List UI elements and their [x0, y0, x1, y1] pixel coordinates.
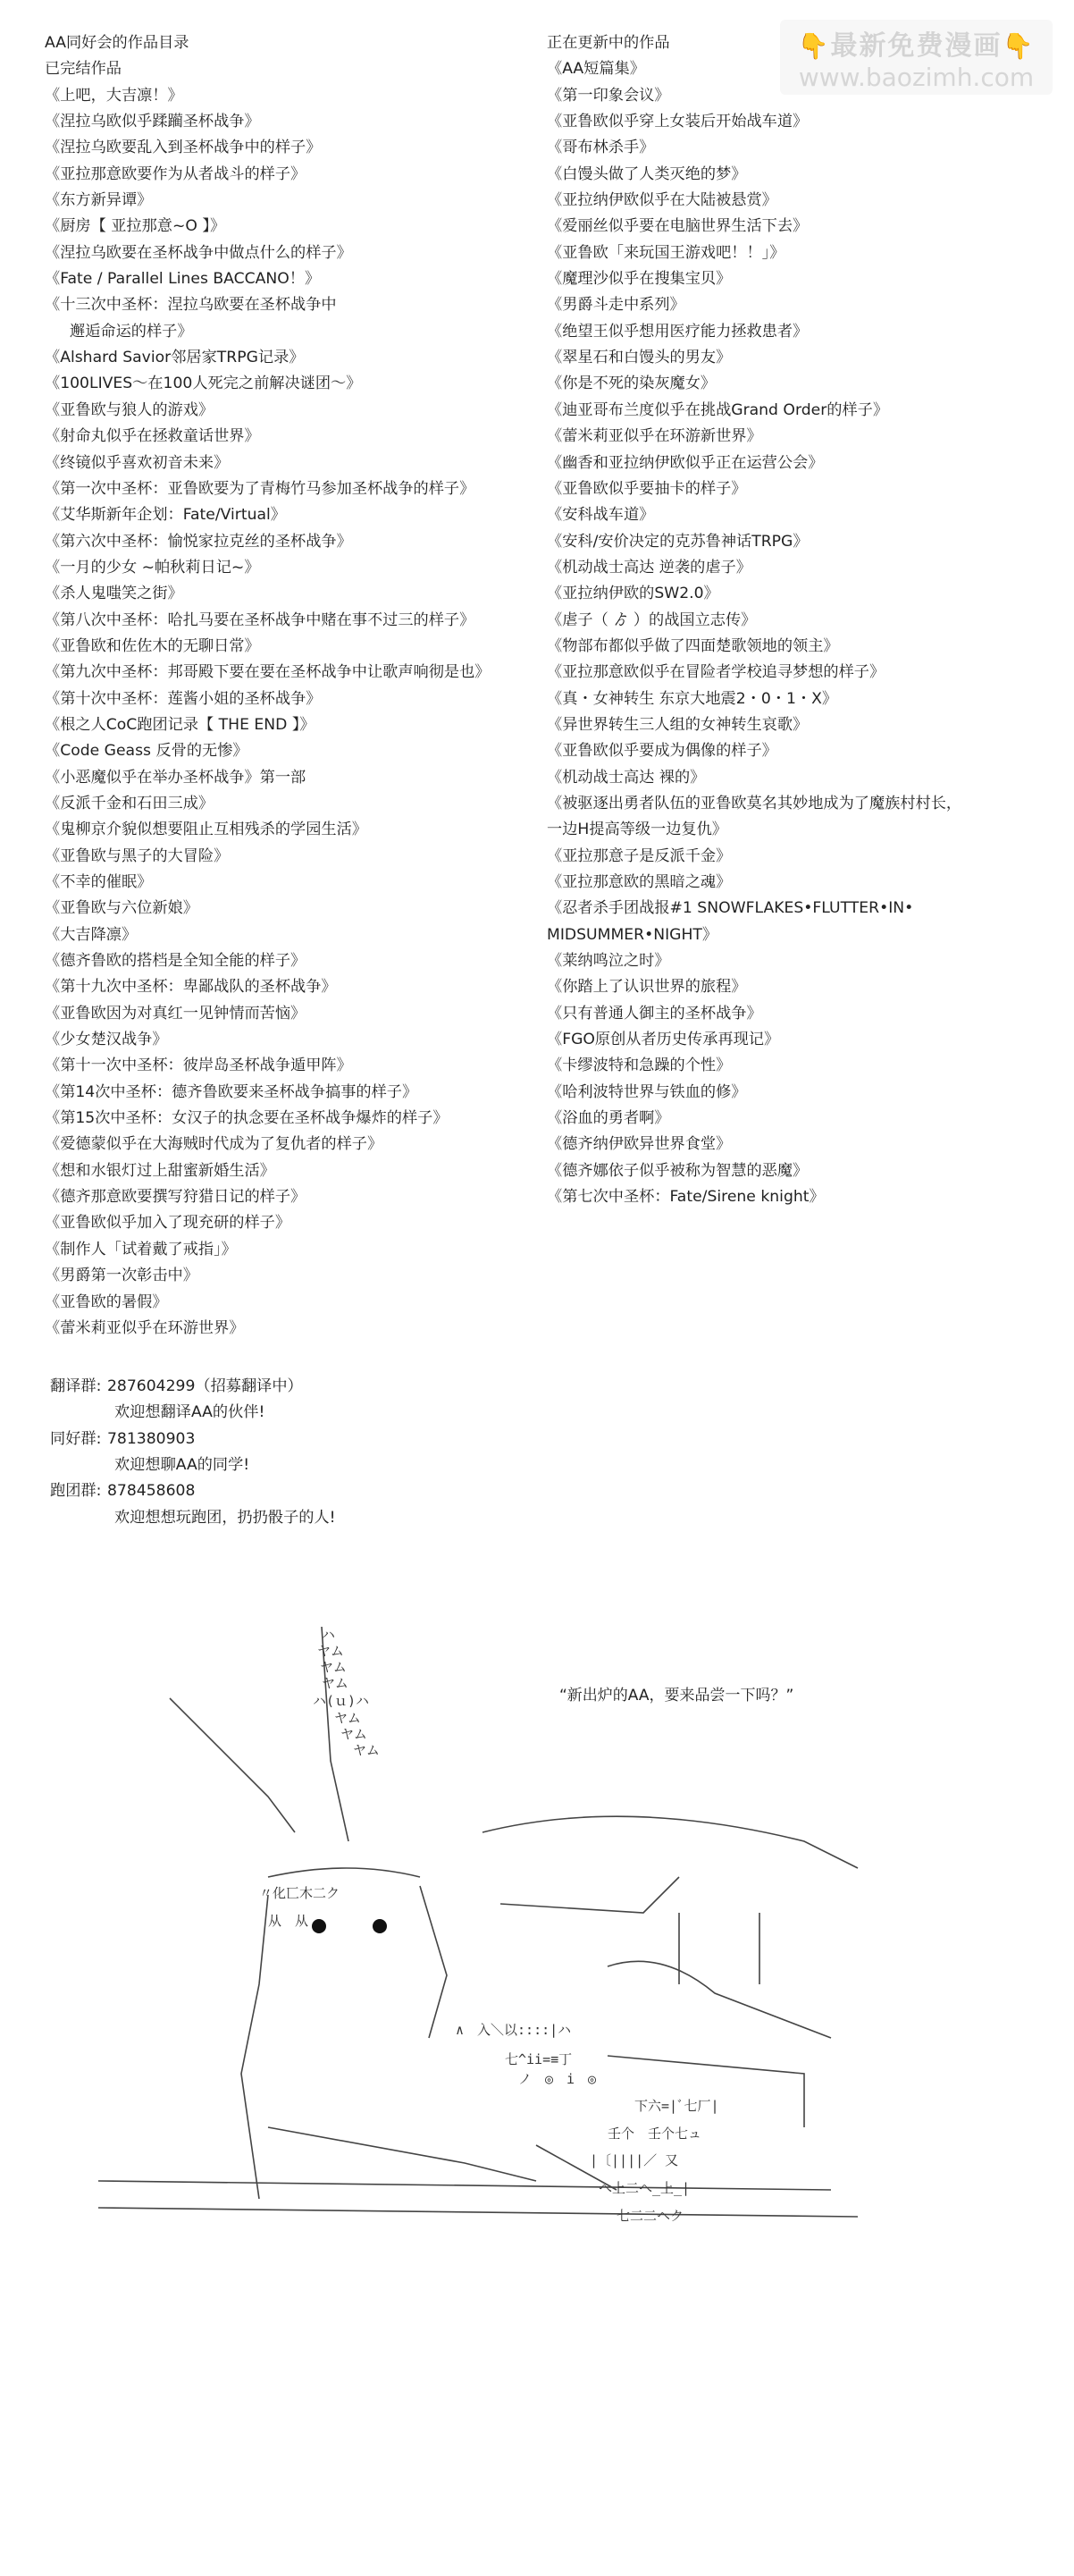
art-text-line: ヤム — [353, 1742, 380, 1758]
work-title: 《魔理沙似乎在搜集宝贝》 — [547, 270, 732, 289]
work-title: 《鬼柳京介貌似想要阻止互相残杀的学园生活》 — [45, 821, 367, 839]
art-text-line: 七^ii=≡丁 — [505, 2051, 573, 2067]
work-title: 《第15次中圣杯：女汉子的执念要在圣杯战争爆炸的样子》 — [45, 1109, 449, 1128]
art-text-line: ハ — [322, 1627, 336, 1643]
art-stroke — [268, 2127, 536, 2181]
work-title: 《想和水银灯过上甜蜜新婚生活》 — [45, 1161, 275, 1180]
work-title: 《莱纳鸣泣之时》 — [547, 952, 670, 971]
work-title: 《浴血的勇者啊》 — [547, 1109, 670, 1128]
art-text-line: 七二二ヘク — [617, 2208, 684, 2224]
group-label: 同好群: — [50, 1429, 102, 1448]
work-title: 《Fate / Parallel Lines BACCANO！》 — [45, 270, 321, 289]
work-title: 《被驱逐出勇者队伍的亚鲁欧莫名其妙地成为了魔族村村长， — [547, 794, 962, 812]
work-title: 《Alshard Savior邻居家TRPG记录》 — [45, 349, 305, 367]
work-title: 《亚鲁欧似乎要成为偶像的样子》 — [547, 742, 777, 761]
work-title: 《第八次中圣杯：哈扎马要在圣杯战争中赌在事不过三的样子》 — [45, 610, 475, 629]
work-title: 《东方新异谭》 — [45, 191, 153, 210]
work-title: 《射命丸似乎在拯救童话世界》 — [45, 427, 260, 446]
work-title: 《卡缪波特和急躁的个性》 — [547, 1056, 732, 1075]
art-stroke — [98, 2181, 831, 2190]
work-title: 《只有普通人御主的圣杯战争》 — [547, 1004, 762, 1023]
work-title: 《制作人「试着戴了戒指」》 — [45, 1240, 237, 1259]
group-note: 欢迎想翻译AA的伙伴! — [114, 1403, 265, 1422]
work-title: 《反派千金和石田三成》 — [45, 794, 214, 812]
work-title: 《100LIVES～在100人死完之前解决谜团～》 — [45, 375, 362, 393]
work-title: 《翠星石和白馒头的男友》 — [547, 349, 732, 367]
completed-works-column — [45, 30, 545, 1342]
work-title: 《亚拉那意欧的黑暗之魂》 — [547, 873, 732, 891]
art-speech-quote: “新出炉的AA，要来品尝一下吗？” — [559, 1687, 794, 1705]
art-stroke — [500, 1877, 679, 1913]
work-title: 《第十九次中圣杯：卑鄙战队的圣杯战争》 — [45, 978, 337, 997]
group-label: 跑团群: — [50, 1482, 102, 1501]
work-title: 《涅拉乌欧似乎蹂躏圣杯战争》 — [45, 113, 260, 131]
work-title: 《不幸的催眠》 — [45, 873, 153, 891]
work-title: 《亚鲁欧与狼人的游戏》 — [45, 400, 214, 419]
art-stroke — [482, 1816, 858, 1868]
work-title: 《男爵斗走中系列》 — [547, 296, 685, 315]
work-title: 《厨房【 亚拉那意~O 】》 — [45, 217, 226, 236]
art-text-line: ヤム — [320, 1659, 347, 1675]
art-text-line: ハ(ｕ)ハ — [313, 1693, 370, 1709]
work-title: 《亚鲁欧与黑子的大冒险》 — [45, 846, 230, 865]
work-title: 《爱丽丝似乎要在电脑世界生活下去》 — [547, 217, 809, 236]
art-text-line: ヤム — [334, 1710, 361, 1726]
group-label: 翻译群: — [50, 1377, 102, 1395]
group-number: 287604299（招募翻译中） — [107, 1377, 303, 1395]
art-stroke — [608, 1961, 831, 2038]
work-title: 《亚拉那意欧似乎在冒险者学校追寻梦想的样子》 — [547, 663, 885, 682]
work-title: 《亚鲁欧的暑假》 — [45, 1292, 168, 1311]
ongoing-heading: 正在更新中的作品 — [547, 34, 670, 52]
work-title: 《忍者杀手团战报#1 SNOWFLAKES•FLUTTER•IN• — [547, 899, 914, 918]
work-title: 《亚鲁欧因为对真红一见钟情而苦恼》 — [45, 1004, 306, 1023]
group-contacts — [50, 1374, 336, 1531]
work-title: 《涅拉乌欧要在圣杯战争中做点什么的样子》 — [45, 243, 352, 262]
work-title: 《大吉降凛》 — [45, 925, 138, 944]
work-title: 《爱德蒙似乎在大海贼时代成为了复仇者的样子》 — [45, 1135, 383, 1154]
work-title: 《亚鲁欧和佐佐木的无聊日常》 — [45, 636, 260, 655]
art-stroke — [268, 1868, 420, 1877]
work-title: 《德齐娜依子似乎被称为智慧的恶魔》 — [547, 1161, 809, 1180]
art-text-line: ヤム — [317, 1643, 344, 1659]
pointing-hand-icon: 👇 — [1002, 31, 1036, 61]
work-title: 《男爵第一次彰击中》 — [45, 1267, 198, 1285]
art-eye-left — [312, 1919, 326, 1933]
group-note: 欢迎想想玩跑团，扔扔骰子的人! — [114, 1508, 336, 1527]
catalog-heading: AA同好会的作品目录 — [45, 34, 189, 52]
completed-heading: 已完结作品 — [45, 60, 122, 79]
work-title: 《德齐那意欧要撰写狩猎日记的样子》 — [45, 1188, 306, 1207]
work-title: 《第十次中圣杯：莲酱小姐的圣杯战争》 — [45, 689, 322, 708]
work-title: 《绝望王似乎想用医疗能力拯救患者》 — [547, 322, 809, 341]
completed-works-list — [45, 83, 545, 1343]
art-stroke — [608, 2056, 804, 2127]
work-title: 《艾华斯新年企划：Fate/Virtual》 — [45, 506, 286, 525]
art-text-line: |〔||||／ 又 — [590, 2152, 679, 2168]
work-title: 《蕾米莉亚似乎在环游世界》 — [45, 1318, 245, 1337]
art-text-line: ヤム — [322, 1675, 348, 1691]
work-title: 《根之人CoC跑团记录【 THE END 】》 — [45, 715, 315, 734]
art-text-line: ∧ 入＼以::::|ハ — [456, 2022, 572, 2038]
work-title: 《上吧，大吉凛！》 — [45, 86, 183, 105]
work-title: 《安科/安价决定的克苏鲁神话TRPG》 — [547, 532, 809, 551]
art-text-line: 壬个 壬个七ュ — [608, 2126, 702, 2142]
art-stroke — [241, 1895, 268, 2199]
group-row — [50, 1478, 336, 1504]
work-title: 《Code Geass 反骨的无惨》 — [45, 742, 248, 761]
work-title: 《迪亚哥布兰度似乎在挑战Grand Order的样子》 — [547, 400, 889, 419]
work-title: 《机动战士高达 裸的》 — [547, 768, 706, 787]
work-title: 《第14次中圣杯：德齐鲁欧要来圣杯战争搞事的样子》 — [45, 1082, 418, 1101]
work-title: 《你是不死的染灰魔女》 — [547, 375, 717, 393]
art-eye-right — [373, 1919, 387, 1933]
work-title: 《小恶魔似乎在举办圣杯战争》第一部 — [45, 768, 306, 787]
ongoing-works-list — [547, 56, 1047, 1210]
art-text-line: 从 从 — [268, 1913, 309, 1929]
art-text-line: ノ ◎ i ◎ — [518, 2071, 597, 2087]
art-stroke — [170, 1698, 295, 1832]
work-title: 《你踏上了认识世界的旅程》 — [547, 978, 747, 997]
art-stroke — [679, 1913, 759, 1984]
work-title: 《亚拉纳伊欧似乎在大陆被悬赏》 — [547, 191, 777, 210]
work-title: 《一月的少女 ~帕秋莉日记~》 — [45, 558, 260, 577]
work-title: MIDSUMMER•NIGHT》 — [547, 925, 718, 944]
work-title: 《德齐鲁欧的搭档是全知全能的样子》 — [45, 952, 306, 971]
work-title: 《哥布林杀手》 — [547, 139, 655, 157]
work-title: 《幽香和亚拉纳伊欧似乎正在运营公会》 — [547, 453, 824, 472]
watermark-url: www.baozimh.com — [798, 63, 1035, 92]
work-title: 《亚鲁欧似乎要抽卡的样子》 — [547, 479, 747, 498]
work-title: 《亚拉那意欧要作为从者战斗的样子》 — [45, 164, 306, 183]
work-title: 《亚鲁欧似乎加入了现充研的样子》 — [45, 1214, 291, 1233]
work-title: 《真・女神转生 东京大地震2・0・1・X》 — [547, 689, 838, 708]
work-title: 《第一印象会议》 — [547, 86, 670, 105]
art-stroke — [420, 1886, 447, 2038]
work-title: 《德齐纳伊欧异世界食堂》 — [547, 1135, 732, 1154]
work-title: 《终镜似乎喜欢初音未来》 — [45, 453, 230, 472]
group-number: 781380903 — [107, 1429, 196, 1448]
art-stroke — [98, 2208, 858, 2217]
work-title: 《亚拉纳伊欧的SW2.0》 — [547, 585, 719, 603]
art-text-line: 〃化匸木二ク — [259, 1885, 340, 1901]
group-note: 欢迎想聊AA的同学! — [114, 1456, 250, 1475]
work-title: 《机动战士高达 逆袭的虐子》 — [547, 558, 751, 577]
work-title: 《物部布都似乎做了四面楚歌领地的领主》 — [547, 636, 839, 655]
work-title: 《亚鲁欧「来玩国王游戏吧！！」》 — [547, 243, 785, 262]
watermark-title-text: 最新免费漫画 — [830, 30, 1003, 62]
work-title: 《少女楚汉战争》 — [45, 1031, 168, 1049]
work-title: 《AA短篇集》 — [547, 60, 645, 79]
work-title: 《FGO原创从者历史传承再现记》 — [547, 1031, 780, 1049]
work-title: 《杀人鬼嗤笑之街》 — [45, 585, 183, 603]
group-row — [50, 1427, 336, 1452]
group-number: 878458608 — [107, 1482, 196, 1501]
group-row — [50, 1374, 336, 1400]
work-title: 《第九次中圣杯：邦哥殿下要在要在圣杯战争中让歌声响彻是也》 — [45, 663, 491, 682]
art-text-line: へ上二へ_上_| — [599, 2180, 691, 2196]
work-title: 《亚鲁欧似乎穿上女装后开始战车道》 — [547, 113, 809, 131]
work-title: 《白馒头做了人类灭绝的梦》 — [547, 164, 747, 183]
art-text-line: 下六=|ﾞ七厂| — [634, 2098, 719, 2114]
pointing-hand-icon: 👇 — [797, 31, 831, 61]
work-title: 《十三次中圣杯：涅拉乌欧要在圣杯战争中 — [45, 296, 337, 315]
work-title: 《蕾米莉亚似乎在环游新世界》 — [547, 427, 762, 446]
work-title: 《第十一次中圣杯：彼岸岛圣杯战争遁甲阵》 — [45, 1056, 352, 1075]
work-title: 《安科战车道》 — [547, 506, 655, 525]
work-title: 《第六次中圣杯：愉悦家拉克丝的圣杯战争》 — [45, 532, 352, 551]
art-text-line: ヤム — [340, 1726, 367, 1742]
work-title: 邂逅命运的样子》 — [70, 322, 193, 341]
work-title: 《第七次中圣杯：Fate/Sirene knight》 — [547, 1188, 825, 1207]
work-title: 《亚鲁欧与六位新娘》 — [45, 899, 198, 918]
work-title: 一边H提高等级一边复仇》 — [547, 821, 727, 839]
ongoing-works-column — [547, 30, 1047, 1210]
work-title: 《哈利波特世界与铁血的修》 — [547, 1082, 747, 1101]
work-title: 《异世界转生三人组的女神转生哀歌》 — [547, 715, 809, 734]
work-title: 《虐子（ ゟ ）的战国立志传》 — [547, 610, 757, 629]
work-title: 《第一次中圣杯：亚鲁欧要为了青梅竹马参加圣杯战争的样子》 — [45, 479, 475, 498]
work-title: 《涅拉乌欧要乱入到圣杯战争中的样子》 — [45, 139, 322, 157]
work-title: 《亚拉那意子是反派千金》 — [547, 846, 732, 865]
